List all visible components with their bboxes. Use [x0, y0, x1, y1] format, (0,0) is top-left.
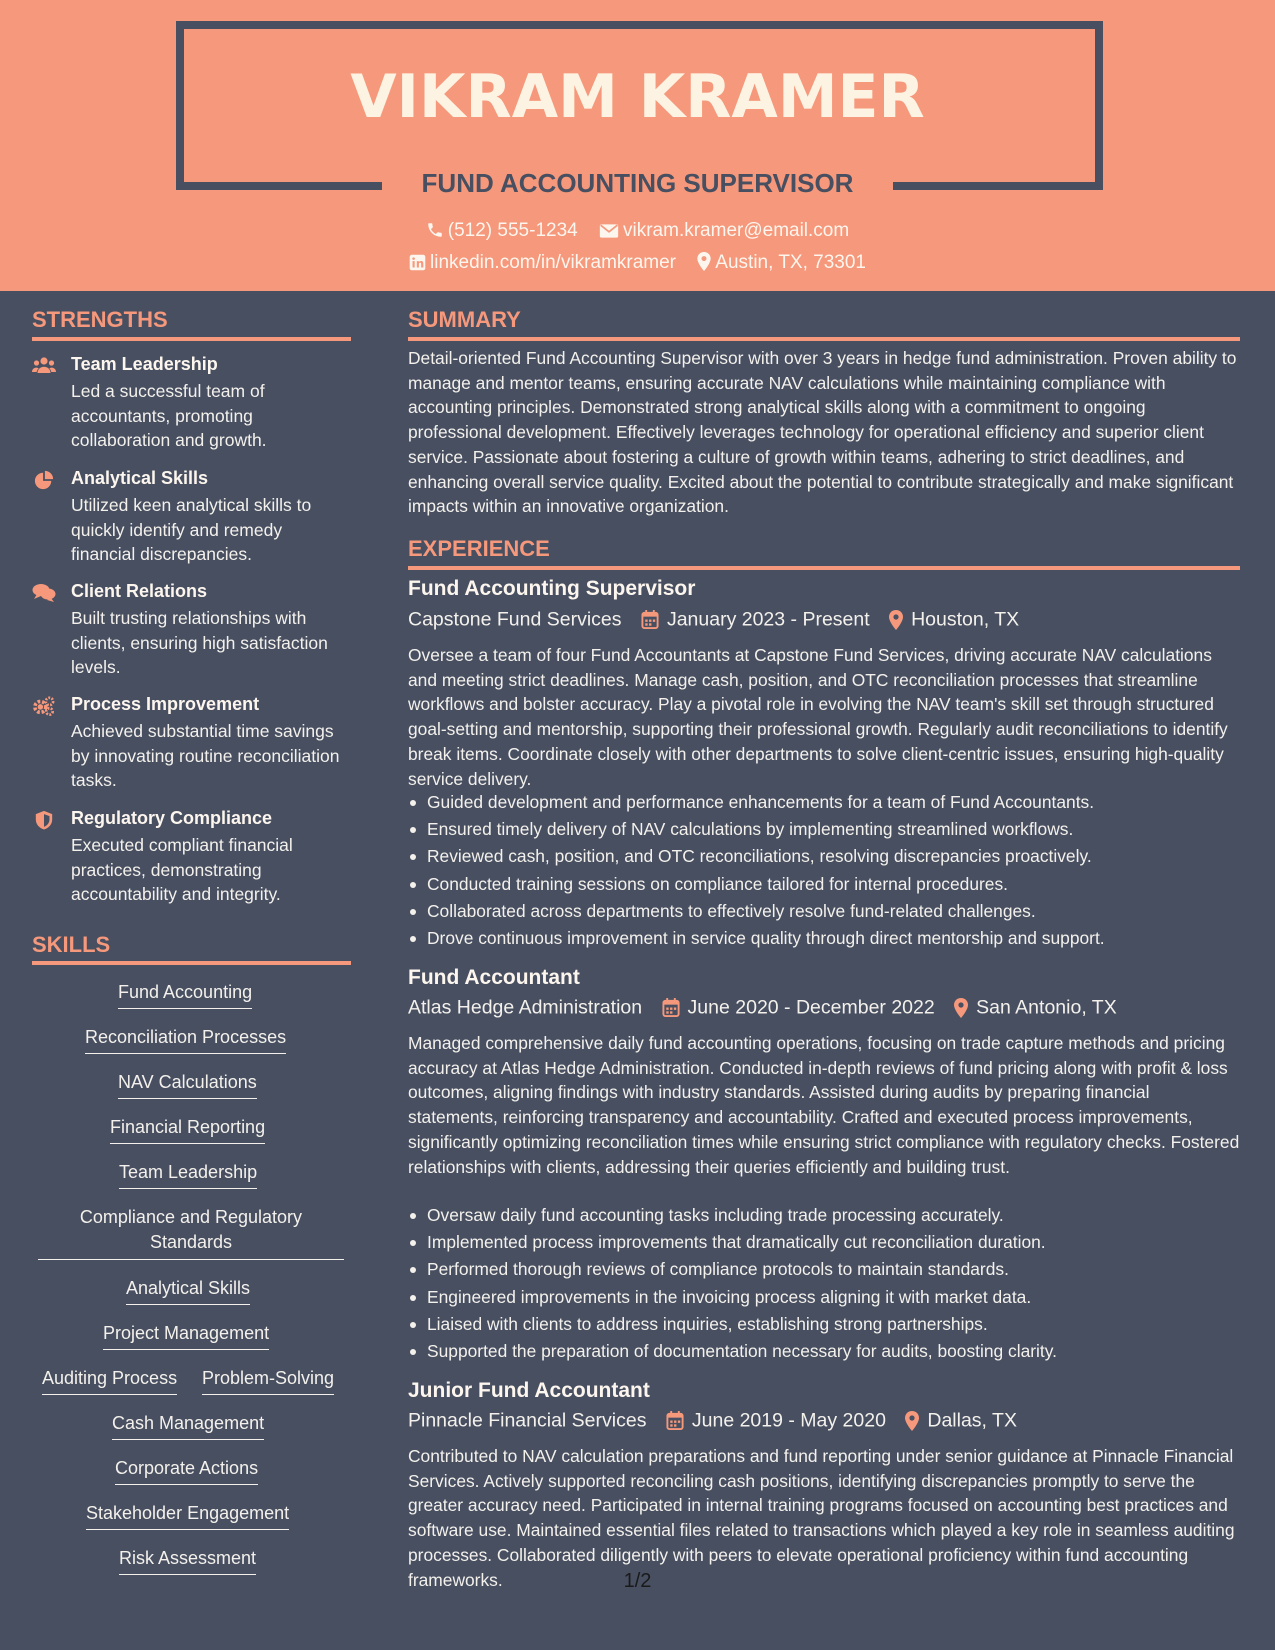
header-band [0, 0, 1275, 291]
bullet-item: Reviewed cash, position, and OTC reconciliations, resolving discrepancies proactively. [408, 843, 1243, 870]
email-contact[interactable] [599, 220, 849, 242]
strengths-rule [32, 337, 351, 341]
skills-rule [32, 961, 351, 965]
job-description: Managed comprehensive daily fund accounting operations, focusing on trade capture methods and pricing accuracy at Atlas Hedge Administration. Conducted in-depth reviews of fund pricing along with profit & loss outcomes, aligning findings with industry standards. Assisted during audits by preparing financial statements, reinforcing transparency and accountability. Crafted and executed process improvements, significantly optimizing reconciliation times while ensuring strict compliance with regulatory checks. Fostered relationships with clients, addressing their queries efficiently and building trust. [408, 1033, 1240, 1177]
location-contact [697, 252, 866, 274]
strengths-heading: STRENGTHS [32, 307, 168, 332]
bullet-item: Supported the preparation of documentation necessary for audits, boosting clarity. [408, 1338, 1243, 1365]
job-meta [408, 1409, 1017, 1432]
envelope-icon [599, 223, 619, 239]
contact-row-1 [0, 220, 1275, 242]
skill-tag: Project Management [103, 1321, 269, 1350]
job-meta [408, 996, 1117, 1019]
location-text: Austin, TX, 73301 [715, 252, 866, 273]
skill-tag: Analytical Skills [126, 1276, 250, 1305]
gears-icon [32, 696, 56, 716]
job-bullets [408, 789, 1243, 952]
bullet-item: Oversaw daily fund accounting tasks including trade processing accurately. [408, 1202, 1243, 1229]
map-marker-icon [697, 252, 711, 271]
job-title: Junior Fund Accountant [408, 1379, 650, 1402]
experience-rule [408, 566, 1240, 570]
bullet-item: Drove continuous improvement in service quality through direct mentorship and support. [408, 925, 1243, 952]
skill-tag: Auditing Process [42, 1366, 177, 1395]
phone-icon [426, 221, 444, 239]
job-dates: June 2020 - December 2022 [687, 996, 935, 1019]
job-description: Oversee a team of four Fund Accountants at Capstone Fund Services, driving accurate NAV calculations and meeting strict deadlines. Manage cash, position, and OTC reconciliation processes that streamline workflows and bolster accuracy. Play a pivotal role in evolving the NAV team's skill set through structured goal-setting and mentorship, supporting their professional growth. Regularly audit reconciliations to identify break items. Coordinate closely with other departments to solve client-centric issues, ensuring high-quality service delivery. [408, 645, 1228, 789]
map-marker-icon [954, 998, 968, 1018]
calendar-icon [662, 998, 680, 1017]
experience-heading: EXPERIENCE [408, 536, 550, 561]
skill-tag: NAV Calculations [118, 1070, 257, 1099]
company-name: Capstone Fund Services [408, 608, 622, 631]
skill-tag: Compliance and Regulatory Standards [38, 1205, 344, 1260]
job-location: Dallas, TX [927, 1409, 1017, 1432]
calendar-icon [641, 610, 659, 629]
skill-tag: Reconciliation Processes [85, 1025, 286, 1054]
job-location: Houston, TX [911, 608, 1020, 631]
job-meta [408, 608, 1019, 631]
skill-tag: Stakeholder Engagement [86, 1501, 289, 1530]
strength-desc: Achieved substantial time savings by innovating routine reconciliation tasks. [71, 721, 340, 790]
bullet-item: Engineered improvements in the invoicing process aligning it with market data. [408, 1284, 1243, 1311]
linkedin-contact[interactable] [409, 252, 676, 274]
calendar-icon [666, 1411, 684, 1430]
job-description: Contributed to NAV calculation preparations and fund reporting under senior guidance at Pinnacle Financial Services. Actively supported reconciling cash positions, identifying discrepancies promptly to serve the greater accuracy need. Participated in internal training programs focused on accounting best practices and software use. Maintained essential files related to transactions which played a key role in seamless auditing processes. Collaborated diligently with peers to elevate operational proficiency within fund accounting frameworks. [408, 1446, 1235, 1590]
contact-row-2 [0, 252, 1275, 274]
summary-rule [408, 337, 1240, 341]
job-title: Fund Accounting Supervisor [408, 577, 696, 600]
bullet-item: Ensured timely delivery of NAV calculations by implementing streamlined workflows. [408, 816, 1243, 843]
strength-title: Team Leadership [71, 354, 218, 374]
bullet-item: Guided development and performance enhancements for a team of Fund Accountants. [408, 789, 1243, 816]
summary-heading: SUMMARY [408, 307, 521, 332]
strength-title: Analytical Skills [71, 468, 209, 488]
bullet-item: Collaborated across departments to effectively resolve fund-related challenges. [408, 898, 1243, 925]
skills-heading: SKILLS [32, 932, 111, 957]
map-marker-icon [905, 1411, 919, 1431]
linkedin-icon [409, 254, 426, 271]
shield-icon [32, 810, 56, 830]
email-text: vikram.kramer@email.com [623, 220, 850, 241]
bullet-item: Performed thorough reviews of compliance protocols to maintain standards. [408, 1256, 1243, 1283]
job-location: San Antonio, TX [976, 996, 1117, 1019]
summary-text: Detail-oriented Fund Accounting Supervisor with over 3 years in hedge fund administration. Proven ability to manage and mentor teams, ensuring accurate NAV calculations while maintaining compliance with accounting principles. Demonstrated strong analytical skills along with a commitment to ongoing professional development. Effectively leverages technology for operational efficiency and superior client service. Passionate about fostering a culture of growth within teams, adhering to strict deadlines, and enhancing overall service quality. Excited about the potential to contribute strategically and make significant impacts within an innovative organization. [408, 348, 1237, 517]
skill-tag: Corporate Actions [115, 1456, 258, 1485]
strength-desc: Utilized keen analytical skills to quickly identify and remedy financial discrepancies. [71, 495, 312, 564]
skill-tag: Financial Reporting [110, 1115, 265, 1144]
skill-tag: Fund Accounting [118, 980, 252, 1009]
skill-tag: Cash Management [112, 1411, 264, 1440]
company-name: Pinnacle Financial Services [408, 1409, 647, 1432]
linkedin-text: linkedin.com/in/vikramkramer [430, 252, 677, 273]
skill-tag: Problem-Solving [202, 1366, 334, 1395]
job-bullets [408, 1202, 1243, 1365]
strength-title: Regulatory Compliance [71, 808, 273, 828]
users-icon [32, 356, 56, 376]
job-title: FUND ACCOUNTING SUPERVISOR [421, 168, 854, 198]
candidate-name: VIKRAM KRAMER [350, 62, 925, 132]
strength-desc: Led a successful team of accountants, promoting collaboration and growth. [71, 381, 267, 450]
bullet-item: Liaised with clients to address inquiries, establishing strong partnerships. [408, 1311, 1243, 1338]
bullet-item: Implemented process improvements that dramatically cut reconciliation duration. [408, 1229, 1243, 1256]
skill-tag: Team Leadership [119, 1160, 257, 1189]
company-name: Atlas Hedge Administration [408, 996, 643, 1019]
phone-text: (512) 555-1234 [447, 220, 578, 241]
map-marker-icon [889, 610, 903, 630]
pie-chart-icon [32, 470, 56, 490]
job-title: Fund Accountant [408, 966, 580, 989]
page-indicator: 1/2 [623, 1570, 652, 1592]
strength-title: Process Improvement [71, 694, 260, 714]
job-dates: January 2023 - Present [666, 608, 870, 631]
comments-icon [32, 583, 56, 603]
strength-desc: Built trusting relationships with clients, ensuring high satisfaction levels. [71, 608, 328, 677]
strength-desc: Executed compliant financial practices, demonstrating accountability and integrity. [71, 835, 293, 904]
strength-title: Client Relations [71, 581, 208, 601]
phone-contact[interactable] [426, 220, 578, 242]
bullet-item: Conducted training sessions on compliance tailored for internal procedures. [408, 871, 1243, 898]
job-dates: June 2019 - May 2020 [691, 1409, 886, 1432]
skill-tag: Risk Assessment [119, 1546, 256, 1575]
